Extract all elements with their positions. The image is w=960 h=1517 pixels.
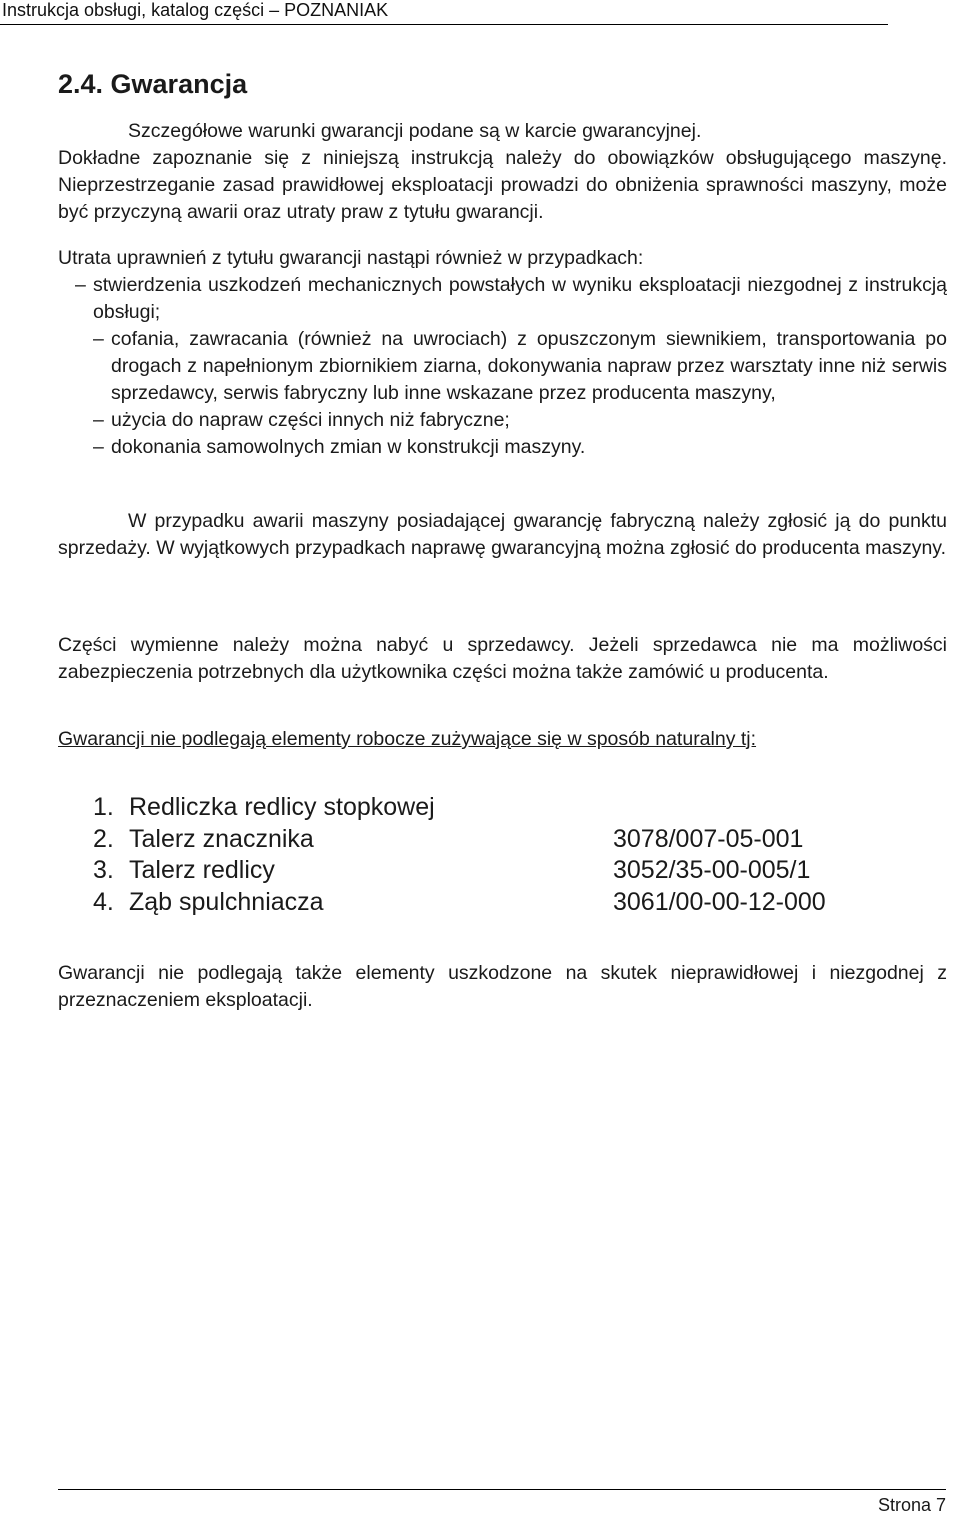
part-number: 3. [93, 856, 114, 884]
document-title: Instrukcja obsługi, katalog części – POZNANIAK [2, 0, 389, 20]
paragraph-warranty-terms: Szczegółowe warunki gwarancji podane są w karcie gwarancyjnej. [128, 120, 702, 142]
part-code: 3078/007-05-001 [613, 824, 804, 853]
paragraph-loss-of-rights: Utrata uprawnień z tytułu gwarancji nastąpi również w przypadkach: [58, 247, 644, 269]
part-name: Talerz redlicy [129, 856, 275, 884]
list-item [58, 434, 947, 461]
paragraph-wear-parts-intro: Gwarancji nie podlegają elementy robocze zużywające się w sposób naturalny tj: [58, 728, 757, 750]
part-code: 3061/00-00-12-000 [613, 887, 826, 916]
list-item [58, 407, 947, 434]
list-item-text: stwierdzenia uszkodzeń mechanicznych powstałych w wyniku eksploatacji niezgodnej z instrukcją obsługi; [93, 274, 947, 323]
part-number: 1. [93, 793, 114, 821]
footer-divider [58, 1489, 946, 1490]
list-item [58, 326, 947, 407]
dash-bullet: – [93, 328, 104, 350]
section-heading: 2.4. Gwarancja [58, 69, 248, 99]
part-name: Talerz znacznika [129, 824, 314, 853]
part-code: 3052/35-00-005/1 [613, 856, 811, 884]
list-item [58, 272, 947, 326]
paragraph-exclusions: Gwarancji nie podlegają także elementy uszkodzone na skutek nieprawidłowej i niezgodnej z przeznaczeniem eksploatacji. [58, 962, 947, 1011]
dash-bullet: – [93, 409, 104, 431]
part-name: Ząb spulchniacza [129, 887, 324, 916]
part-number: 2. [93, 824, 114, 853]
page-number: Strona 7 [877, 1495, 946, 1515]
list-item-text: użycia do napraw części innych niż fabryczne; [111, 409, 510, 431]
part-name: Redliczka redlicy stopkowej [129, 793, 435, 821]
list-item-text: cofania, zawracania (również na uwrociach) z opuszczonym siewnikiem, transportowania po drogach z napełnionym zbiornikiem ziarna, dokonywania napraw przez warsztaty inne niż serwis sprzedawcy, serwis fabryczny lub inne wskazane przez producenta maszyny, [111, 328, 947, 404]
dash-bullet: – [93, 436, 104, 458]
part-number: 4. [93, 887, 114, 916]
paragraph-instructions: Dokładne zapoznanie się z niniejszą instrukcją należy do obowiązków obsługującego maszynę. Nieprzestrzeganie zasad prawidłowej eksploatacji prowadzi do obniżenia sprawności maszyny, może być przyczyną awarii oraz utraty praw z tytułu gwarancji. [58, 147, 947, 223]
page-header [0, 0, 888, 25]
conditions-list [58, 272, 947, 461]
paragraph-spare-parts: Części wymienne należy można nabyć u sprzedawcy. Jeżeli sprzedawca nie ma możliwości zabezpieczenia potrzebnych dla użytkownika części można także zamówić u producenta. [58, 634, 947, 683]
dash-bullet: – [75, 274, 86, 296]
list-item-text: dokonania samowolnych zmian w konstrukcji maszyny. [111, 436, 586, 458]
paragraph-failure-reporting: W przypadku awarii maszyny posiadającej gwarancję fabryczną należy zgłosić ją do punktu sprzedaży. W wyjątkowych przypadkach naprawę gwarancyjną można zgłosić do producenta maszyny. [58, 510, 947, 559]
